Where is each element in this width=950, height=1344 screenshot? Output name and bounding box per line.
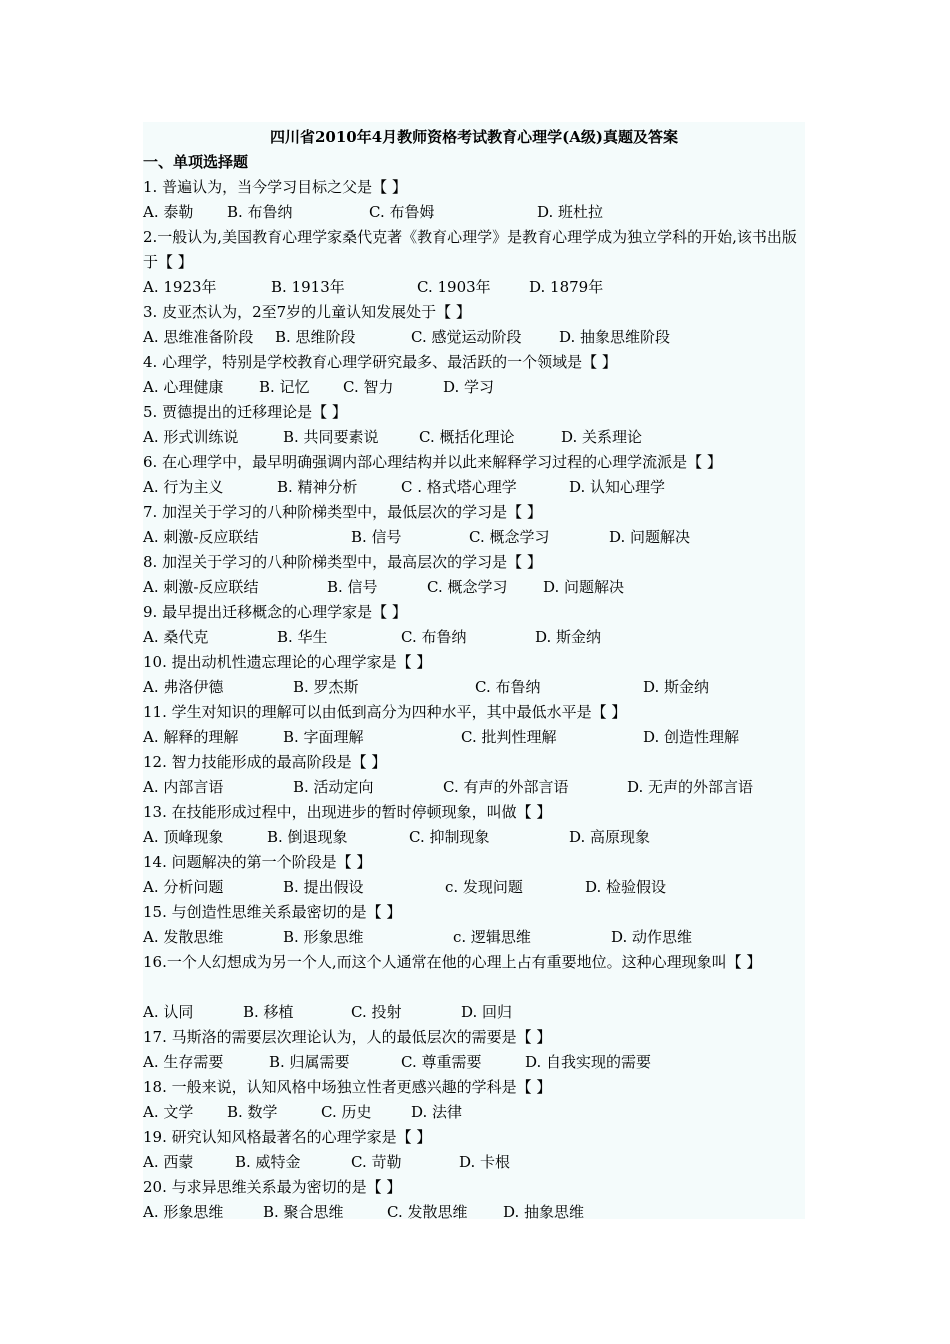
answer-option: A. 泰勒 [143,203,194,221]
answer-option: C. 尊重需要 [401,1053,482,1071]
question-text: 13. 在技能形成过程中，出现进步的暂时停顿现象，叫做【 】 [143,803,552,821]
answer-option: C. 概括化理论 [419,428,515,446]
question-text: 12. 智力技能形成的最高阶段是【 】 [143,753,387,771]
answer-option: A. 形式训练说 [143,428,239,446]
answer-option: D. 认知心理学 [569,478,666,496]
answer-option: D. 动作思维 [611,928,693,946]
answer-option: B. 精神分析 [277,478,358,496]
answer-option: c. 发现问题 [445,878,523,896]
answer-option: A. 内部言语 [143,778,224,796]
answer-option: A. 桑代克 [143,628,209,646]
answer-option: C. 发散思维 [387,1203,468,1221]
question-text: 14. 问题解决的第一个阶段是【 】 [143,853,372,871]
question-text: 18. 一般来说，认知风格中场独立性者更感兴趣的学科是【 】 [143,1078,552,1096]
answer-option: C. 苛勒 [351,1153,402,1171]
question-text: 4. 心理学，特别是学校教育心理学研究最多、最活跃的一个领域是【 】 [143,353,617,371]
answer-option: C. 投射 [351,1003,402,1021]
answer-option: B. 罗杰斯 [293,678,359,696]
question-text: 3. 皮亚杰认为，2至7岁的儿童认知发展处于【 】 [143,303,471,321]
answer-option: C . 格式塔心理学 [401,478,517,496]
answer-option: A. 认同 [143,1003,194,1021]
answer-option: B. 共同要素说 [283,428,379,446]
answer-option: B. 活动定向 [293,778,374,796]
answer-option: A. 心理健康 [143,378,224,396]
question-text: 16.一个人幻想成为另一个人,而这个人通常在他的心理上占有重要地位。这种心理现象叫【 】 [143,953,762,971]
answer-option: D. 卡根 [459,1153,511,1171]
answer-option: D. 斯金纳 [535,628,602,646]
document-page [143,122,805,1219]
question-text: 20. 与求异思维关系最为密切的是【 】 [143,1178,402,1196]
question-text: 6. 在心理学中，最早明确强调内部心理结构并以此来解释学习过程的心理学流派是【 】 [143,453,722,471]
answer-option: B. 记忆 [259,378,310,396]
answer-option: C. 1903年 [417,278,491,296]
answer-option: B. 威特金 [235,1153,301,1171]
answer-option: D. 问题解决 [543,578,625,596]
answer-option: D. 法律 [411,1103,463,1121]
answer-option: D. 高原现象 [569,828,651,846]
answer-option: D. 检验假设 [585,878,667,896]
answer-option: C. 概念学习 [427,578,508,596]
answer-option: D. 关系理论 [561,428,643,446]
answer-option: D. 1879年 [529,278,604,296]
section-heading: 一、单项选择题 [143,153,249,171]
answer-option: D. 抽象思维 [503,1203,585,1221]
question-text: 15. 与创造性思维关系最密切的是【 】 [143,903,402,921]
answer-option: A. 生存需要 [143,1053,224,1071]
question-text: 2.一般认为,美国教育心理学家桑代克著《教育心理学》是教育心理学成为独立学科的开始,该书出版于【 】 [143,228,797,271]
question-text: 19. 研究认知风格最著名的心理学家是【 】 [143,1128,432,1146]
question-text: 17. 马斯洛的需要层次理论认为，人的最低层次的需要是【 】 [143,1028,552,1046]
answer-option: B. 布鲁纳 [227,203,293,221]
answer-option: C. 智力 [343,378,394,396]
answer-option: A. 发散思维 [143,928,224,946]
answer-option: D. 斯金纳 [643,678,710,696]
answer-option: C. 历史 [321,1103,372,1121]
answer-option: A. 刺激-反应联结 [143,528,259,546]
answer-option: B. 思维阶段 [275,328,356,346]
answer-option: B. 华生 [277,628,328,646]
answer-option: A. 刺激-反应联结 [143,578,259,596]
answer-option: C. 布鲁纳 [475,678,541,696]
question-text: 1. 普遍认为，当今学习目标之父是【 】 [143,178,407,196]
document-title: 四川省2010年4月教师资格考试教育心理学(A级)真题及答案 [269,128,679,146]
answer-option: A. 分析问题 [143,878,224,896]
question-text: 10. 提出动机性遗忘理论的心理学家是【 】 [143,653,432,671]
answer-option: A. 西蒙 [143,1153,194,1171]
answer-option: C. 感觉运动阶段 [411,328,522,346]
answer-option: D. 创造性理解 [643,728,740,746]
answer-option: C. 布鲁姆 [369,203,435,221]
answer-option: B. 提出假设 [283,878,364,896]
answer-option: D. 抽象思维阶段 [559,328,671,346]
answer-option: B. 倒退现象 [267,828,348,846]
question-text: 8. 加涅关于学习的八种阶梯类型中，最高层次的学习是【 】 [143,553,542,571]
question-text: 11. 学生对知识的理解可以由低到高分为四种水平，其中最低水平是【 】 [143,703,627,721]
answer-option: B. 字面理解 [283,728,364,746]
question-text: 9. 最早提出迁移概念的心理学家是【 】 [143,603,407,621]
question-text: 5. 贾德提出的迁移理论是【 】 [143,403,347,421]
answer-option: B. 1913年 [271,278,345,296]
answer-option: D. 学习 [443,378,495,396]
answer-option: D. 问题解决 [609,528,691,546]
answer-option: D. 无声的外部言语 [627,778,754,796]
answer-option: A. 形象思维 [143,1203,224,1221]
answer-option: B. 数学 [227,1103,278,1121]
answer-option: A. 行为主义 [143,478,224,496]
answer-option: A. 弗洛伊德 [143,678,224,696]
answer-option: C. 批判性理解 [461,728,557,746]
answer-option: B. 信号 [351,528,402,546]
answer-option: C. 布鲁纳 [401,628,467,646]
answer-option: C. 抑制现象 [409,828,490,846]
answer-option: c. 逻辑思维 [453,928,531,946]
answer-option: A. 文学 [143,1103,194,1121]
answer-option: A. 1923年 [143,278,217,296]
answer-option: B. 形象思维 [283,928,364,946]
answer-option: C. 有声的外部言语 [443,778,569,796]
answer-option: B. 信号 [327,578,378,596]
answer-option: A. 顶峰现象 [143,828,224,846]
question-text: 7. 加涅关于学习的八种阶梯类型中，最低层次的学习是【 】 [143,503,542,521]
answer-option: B. 移植 [243,1003,294,1021]
answer-option: B. 归属需要 [269,1053,350,1071]
answer-option: C. 概念学习 [469,528,550,546]
answer-option: A. 解释的理解 [143,728,239,746]
answer-option: D. 回归 [461,1003,513,1021]
answer-option: D. 自我实现的需要 [525,1053,652,1071]
answer-option: B. 聚合思维 [263,1203,344,1221]
answer-option: D. 班杜拉 [537,203,604,221]
answer-option: A. 思维准备阶段 [143,328,254,346]
